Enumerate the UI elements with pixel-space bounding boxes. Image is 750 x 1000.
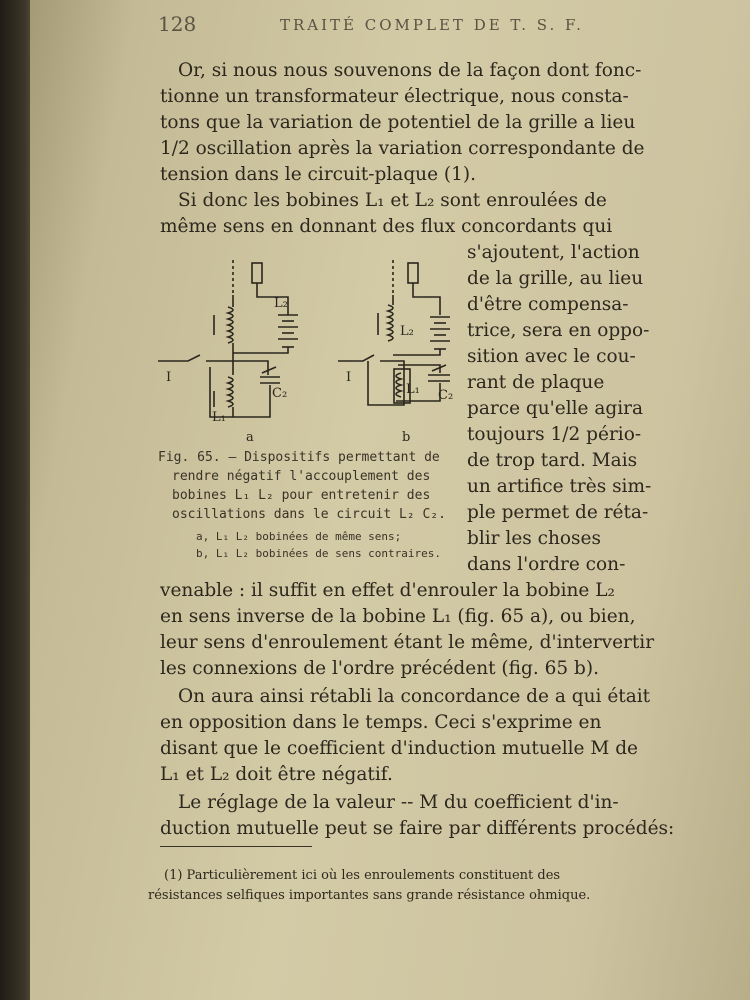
- text-line: tionne un transformateur électrique, nous consta-: [160, 86, 629, 107]
- text-line: disant que le coefficient d'induction mutuelle M de: [160, 738, 639, 759]
- text-line: toujours 1/2 pério-: [467, 424, 642, 445]
- text-line: tons que la variation de potentiel de la grille a lieu: [160, 112, 636, 133]
- text-line: s'ajoutent, l'action: [467, 242, 640, 263]
- label-b: b: [402, 430, 411, 445]
- footnote-line: résistances selfiques importantes sans grande résistance ohmique.: [148, 888, 591, 903]
- text-line: de la grille, au lieu: [467, 268, 644, 289]
- label-C2-b: C₂: [438, 388, 454, 403]
- book-page: [30, 0, 750, 1000]
- figure-caption-line: rendre négatif l'accouplement des: [172, 469, 431, 484]
- text-line: d'être compensa-: [467, 294, 629, 315]
- figure-caption-line: bobines L₁ L₂ pour entretenir des: [172, 488, 431, 503]
- text-line: blir les choses: [467, 528, 601, 549]
- text-line: leur sens d'enroulement étant le même, d'intervertir: [160, 632, 655, 653]
- text-line: Le réglage de la valeur -- M du coefficient d'in-: [178, 792, 619, 813]
- text-line: L₁ et L₂ doit être négatif.: [160, 764, 393, 785]
- text-line: Or, si nous nous souvenons de la façon dont fonc-: [178, 60, 642, 81]
- label-L1-a: L₁: [212, 410, 226, 425]
- label-C2-a: C₂: [272, 386, 288, 401]
- page-number: 128: [158, 12, 197, 36]
- text-line: en opposition dans le temps. Ceci s'exprime en: [160, 712, 602, 733]
- label-I-a: I: [166, 370, 172, 385]
- text-line: de trop tard. Mais: [467, 450, 638, 471]
- text-line: les connexions de l'ordre précédent (fig. 65 b).: [160, 658, 599, 679]
- footnote-rule: [160, 846, 312, 847]
- text-line: On aura ainsi rétabli la concordance de a qui était: [178, 686, 651, 707]
- circuit-figure: [158, 255, 478, 445]
- text-line: ple permet de réta-: [467, 502, 649, 523]
- text-line: trice, sera en oppo-: [467, 320, 650, 341]
- text-line: 1/2 oscillation après la variation correspondante de: [160, 138, 645, 159]
- figure-legend-line: b, L₁ L₂ bobinées de sens contraires.: [196, 547, 442, 560]
- text-line: parce qu'elle agira: [467, 398, 644, 419]
- text-line: tension dans le circuit-plaque (1).: [160, 164, 477, 185]
- label-I-b: I: [346, 370, 352, 385]
- label-L1-b: L₁: [406, 382, 420, 397]
- label-a: a: [246, 430, 254, 445]
- figure-caption-line: oscillations dans le circuit L₂ C₂.: [172, 507, 446, 522]
- figure-caption-line: Fig. 65. — Dispositifs permettant de: [158, 450, 440, 465]
- text-line: venable : il suffit en effet d'enrouler la bobine L₂: [160, 580, 615, 601]
- text-line: dans l'ordre con-: [467, 554, 626, 575]
- running-title: TRAITÉ COMPLET DE T. S. F.: [280, 16, 584, 34]
- text-line: sition avec le cou-: [467, 346, 636, 367]
- text-line: rant de plaque: [467, 372, 605, 393]
- text-line: en sens inverse de la bobine L₁ (fig. 65 a), ou bien,: [160, 606, 636, 627]
- text-line: un artifice très sim-: [467, 476, 652, 497]
- text-line: Si donc les bobines L₁ et L₂ sont enroulées de: [178, 190, 607, 211]
- circuit-diagram: [158, 255, 478, 445]
- page-header: [158, 12, 698, 42]
- text-line: duction mutuelle peut se faire par différents procédés:: [160, 818, 675, 839]
- text-line: même sens en donnant des flux concordants qui: [160, 216, 613, 237]
- footnote-line: (1) Particulièrement ici où les enroulements constituent des: [164, 868, 561, 883]
- label-L2-b: L₂: [400, 324, 414, 339]
- figure-legend-line: a, L₁ L₂ bobinées de même sens;: [196, 530, 402, 543]
- label-L2-a: L₂: [274, 296, 288, 311]
